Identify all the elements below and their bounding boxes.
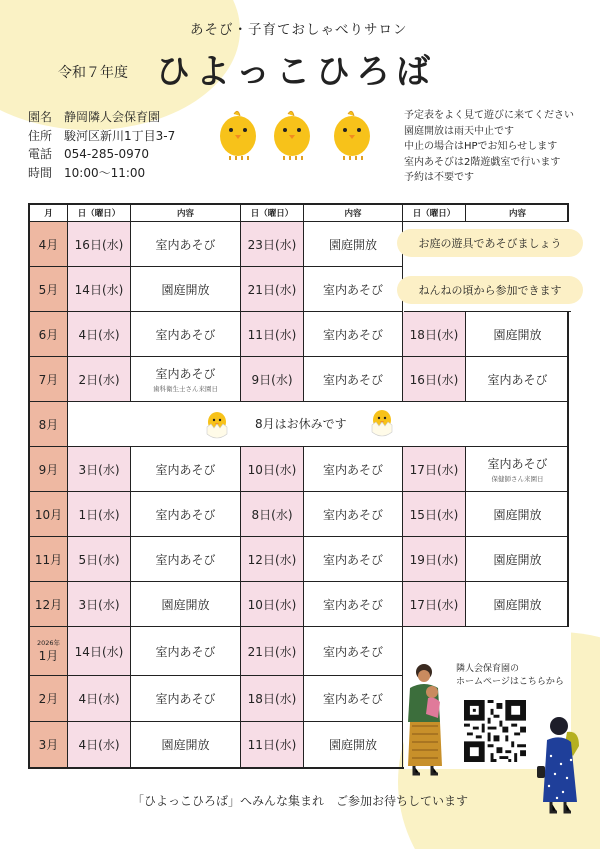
content-cell: 園庭開放 (131, 722, 241, 767)
date-cell: 16日(水) (403, 357, 466, 402)
date-cell: 4日(水) (68, 722, 131, 767)
month-cell: 5月 (30, 267, 68, 312)
content-cell: 園庭開放 (466, 537, 569, 582)
month-cell: 3月 (30, 722, 68, 767)
visitor-note: 歯科衛生士さん来園日 (153, 385, 218, 393)
date-cell: 9日(水) (241, 357, 304, 402)
homepage-caption: 隣人会保育園の ホームページはこちらから (456, 664, 564, 687)
content-cell: 室内あそび (131, 222, 241, 267)
date-cell: 17日(水) (403, 447, 466, 492)
chick-icon (218, 108, 258, 160)
content-cell: 室内あそび 歯科衛生士さん来園日 (131, 357, 241, 402)
content-cell: 室内あそび (304, 492, 403, 537)
content-cell: 園庭開放 (131, 267, 241, 312)
content-cell: 園庭開放 (466, 492, 569, 537)
bubble-babies: ねんねの頃から参加できます (397, 276, 583, 304)
chick-icon (332, 108, 372, 160)
content-cell: 室内あそび (466, 357, 569, 402)
note-line: 室内あそびは2階遊戯室で行います (404, 156, 561, 168)
footer-message: 「ひよっこひろば」へみんな集まれ ご参加お待ちしています (131, 794, 468, 808)
content-cell: 室内あそび (304, 357, 403, 402)
date-cell: 14日(水) (68, 267, 131, 312)
column-header-content: 内容 (131, 205, 241, 222)
date-cell: 4日(水) (68, 312, 131, 357)
date-cell: 14日(水) (68, 627, 131, 676)
date-cell: 23日(水) (241, 222, 304, 267)
facility-info (28, 108, 175, 182)
content-cell: 室内あそび (131, 447, 241, 492)
visitor-note: 保健師さん来園日 (491, 475, 544, 483)
content-cell: 室内あそび (304, 267, 403, 312)
month-cell: 7月 (30, 357, 68, 402)
content-cell: 室内あそび (304, 676, 403, 722)
info-row: 住所 駿河区新川1丁目3-7 (28, 128, 176, 143)
month-cell: 11月 (30, 537, 68, 582)
date-cell: 21日(水) (241, 627, 304, 676)
month-cell: 8月 (30, 402, 68, 447)
note-line: 中止の場合はHPでお知らせします (404, 141, 558, 152)
month-cell: 2月 (30, 676, 68, 722)
column-header-month: 月 (30, 205, 68, 222)
note-line: 園庭開放は雨天中止です (404, 125, 514, 137)
month-cell: 4月 (30, 222, 68, 267)
notes (404, 108, 574, 186)
qr-code-icon (464, 700, 526, 762)
date-cell: 10日(水) (241, 447, 304, 492)
year-label: 令和７年度 (58, 65, 128, 81)
parent-with-child-illustration (402, 662, 450, 777)
content-cell: 園庭開放 (466, 582, 569, 627)
content-cell: 室内あそび (131, 676, 241, 722)
date-cell: 1日(水) (68, 492, 131, 537)
content-cell: 園庭開放 (466, 312, 569, 357)
info-row: 園名 静岡隣人会保育園 (28, 110, 161, 124)
note-line: 予定表をよく見て遊びに来てください (404, 110, 574, 121)
date-cell: 18日(水) (241, 676, 304, 722)
column-header-date: 日（曜日） (241, 205, 304, 222)
hatching-chick-icon (205, 410, 229, 440)
content-cell: 室内あそび (131, 312, 241, 357)
content-cell: 室内あそび (131, 537, 241, 582)
hatching-chick-icon (370, 408, 394, 438)
page-title: ひよっこひろば (156, 52, 436, 92)
month-cell: 10月 (30, 492, 68, 537)
homepage-qr-code[interactable] (458, 694, 532, 768)
content-cell: 園庭開放 (131, 582, 241, 627)
date-cell: 2日(水) (68, 357, 131, 402)
month-cell: 12月 (30, 582, 68, 627)
content-cell: 室内あそび (131, 627, 241, 676)
date-cell: 11日(水) (241, 722, 304, 767)
subtitle: あそび・子育ておしゃべりサロン (190, 22, 408, 38)
content-cell: 園庭開放 (304, 722, 403, 767)
column-header-date: 日（曜日） (403, 205, 466, 222)
date-cell: 12日(水) (241, 537, 304, 582)
date-cell: 19日(水) (403, 537, 466, 582)
date-cell: 3日(水) (68, 447, 131, 492)
date-cell: 17日(水) (403, 582, 466, 627)
date-cell: 11日(水) (241, 312, 304, 357)
date-cell: 8日(水) (241, 492, 304, 537)
content-cell: 室内あそび (131, 492, 241, 537)
date-cell: 15日(水) (403, 492, 466, 537)
month-cell: 6月 (30, 312, 68, 357)
date-cell: 16日(水) (68, 222, 131, 267)
date-cell: 18日(水) (403, 312, 466, 357)
month-cell: 2026年 1月 (30, 627, 68, 676)
date-cell: 4日(水) (68, 676, 131, 722)
content-cell: 園庭開放 (304, 222, 403, 267)
content-cell: 室内あそび (304, 447, 403, 492)
info-row: 時間 10:00〜11:00 (28, 165, 146, 180)
content-cell: 室内あそび (304, 312, 403, 357)
column-header-content: 内容 (304, 205, 403, 222)
date-cell: 10日(水) (241, 582, 304, 627)
bubble-playground: お庭の遊具であそびましょう (397, 229, 583, 257)
column-header-content: 内容 (466, 205, 569, 222)
august-note: 8月はお休みです (255, 417, 347, 431)
date-cell: 3日(水) (68, 582, 131, 627)
content-cell: 室内あそび (304, 537, 403, 582)
chick-icon (272, 108, 312, 160)
month-cell: 9月 (30, 447, 68, 492)
note-line: 予約は不要です (404, 172, 474, 183)
content-cell: 室内あそび 保健師さん来園日 (466, 447, 569, 492)
date-cell: 21日(水) (241, 267, 304, 312)
year-note: 2026年 (36, 639, 61, 647)
date-cell: 5日(水) (68, 537, 131, 582)
column-header-date: 日（曜日） (68, 205, 131, 222)
content-cell: 室内あそび (304, 627, 403, 676)
content-cell: 室内あそび (304, 582, 403, 627)
info-row: 電話 054-285-0970 (28, 147, 150, 161)
